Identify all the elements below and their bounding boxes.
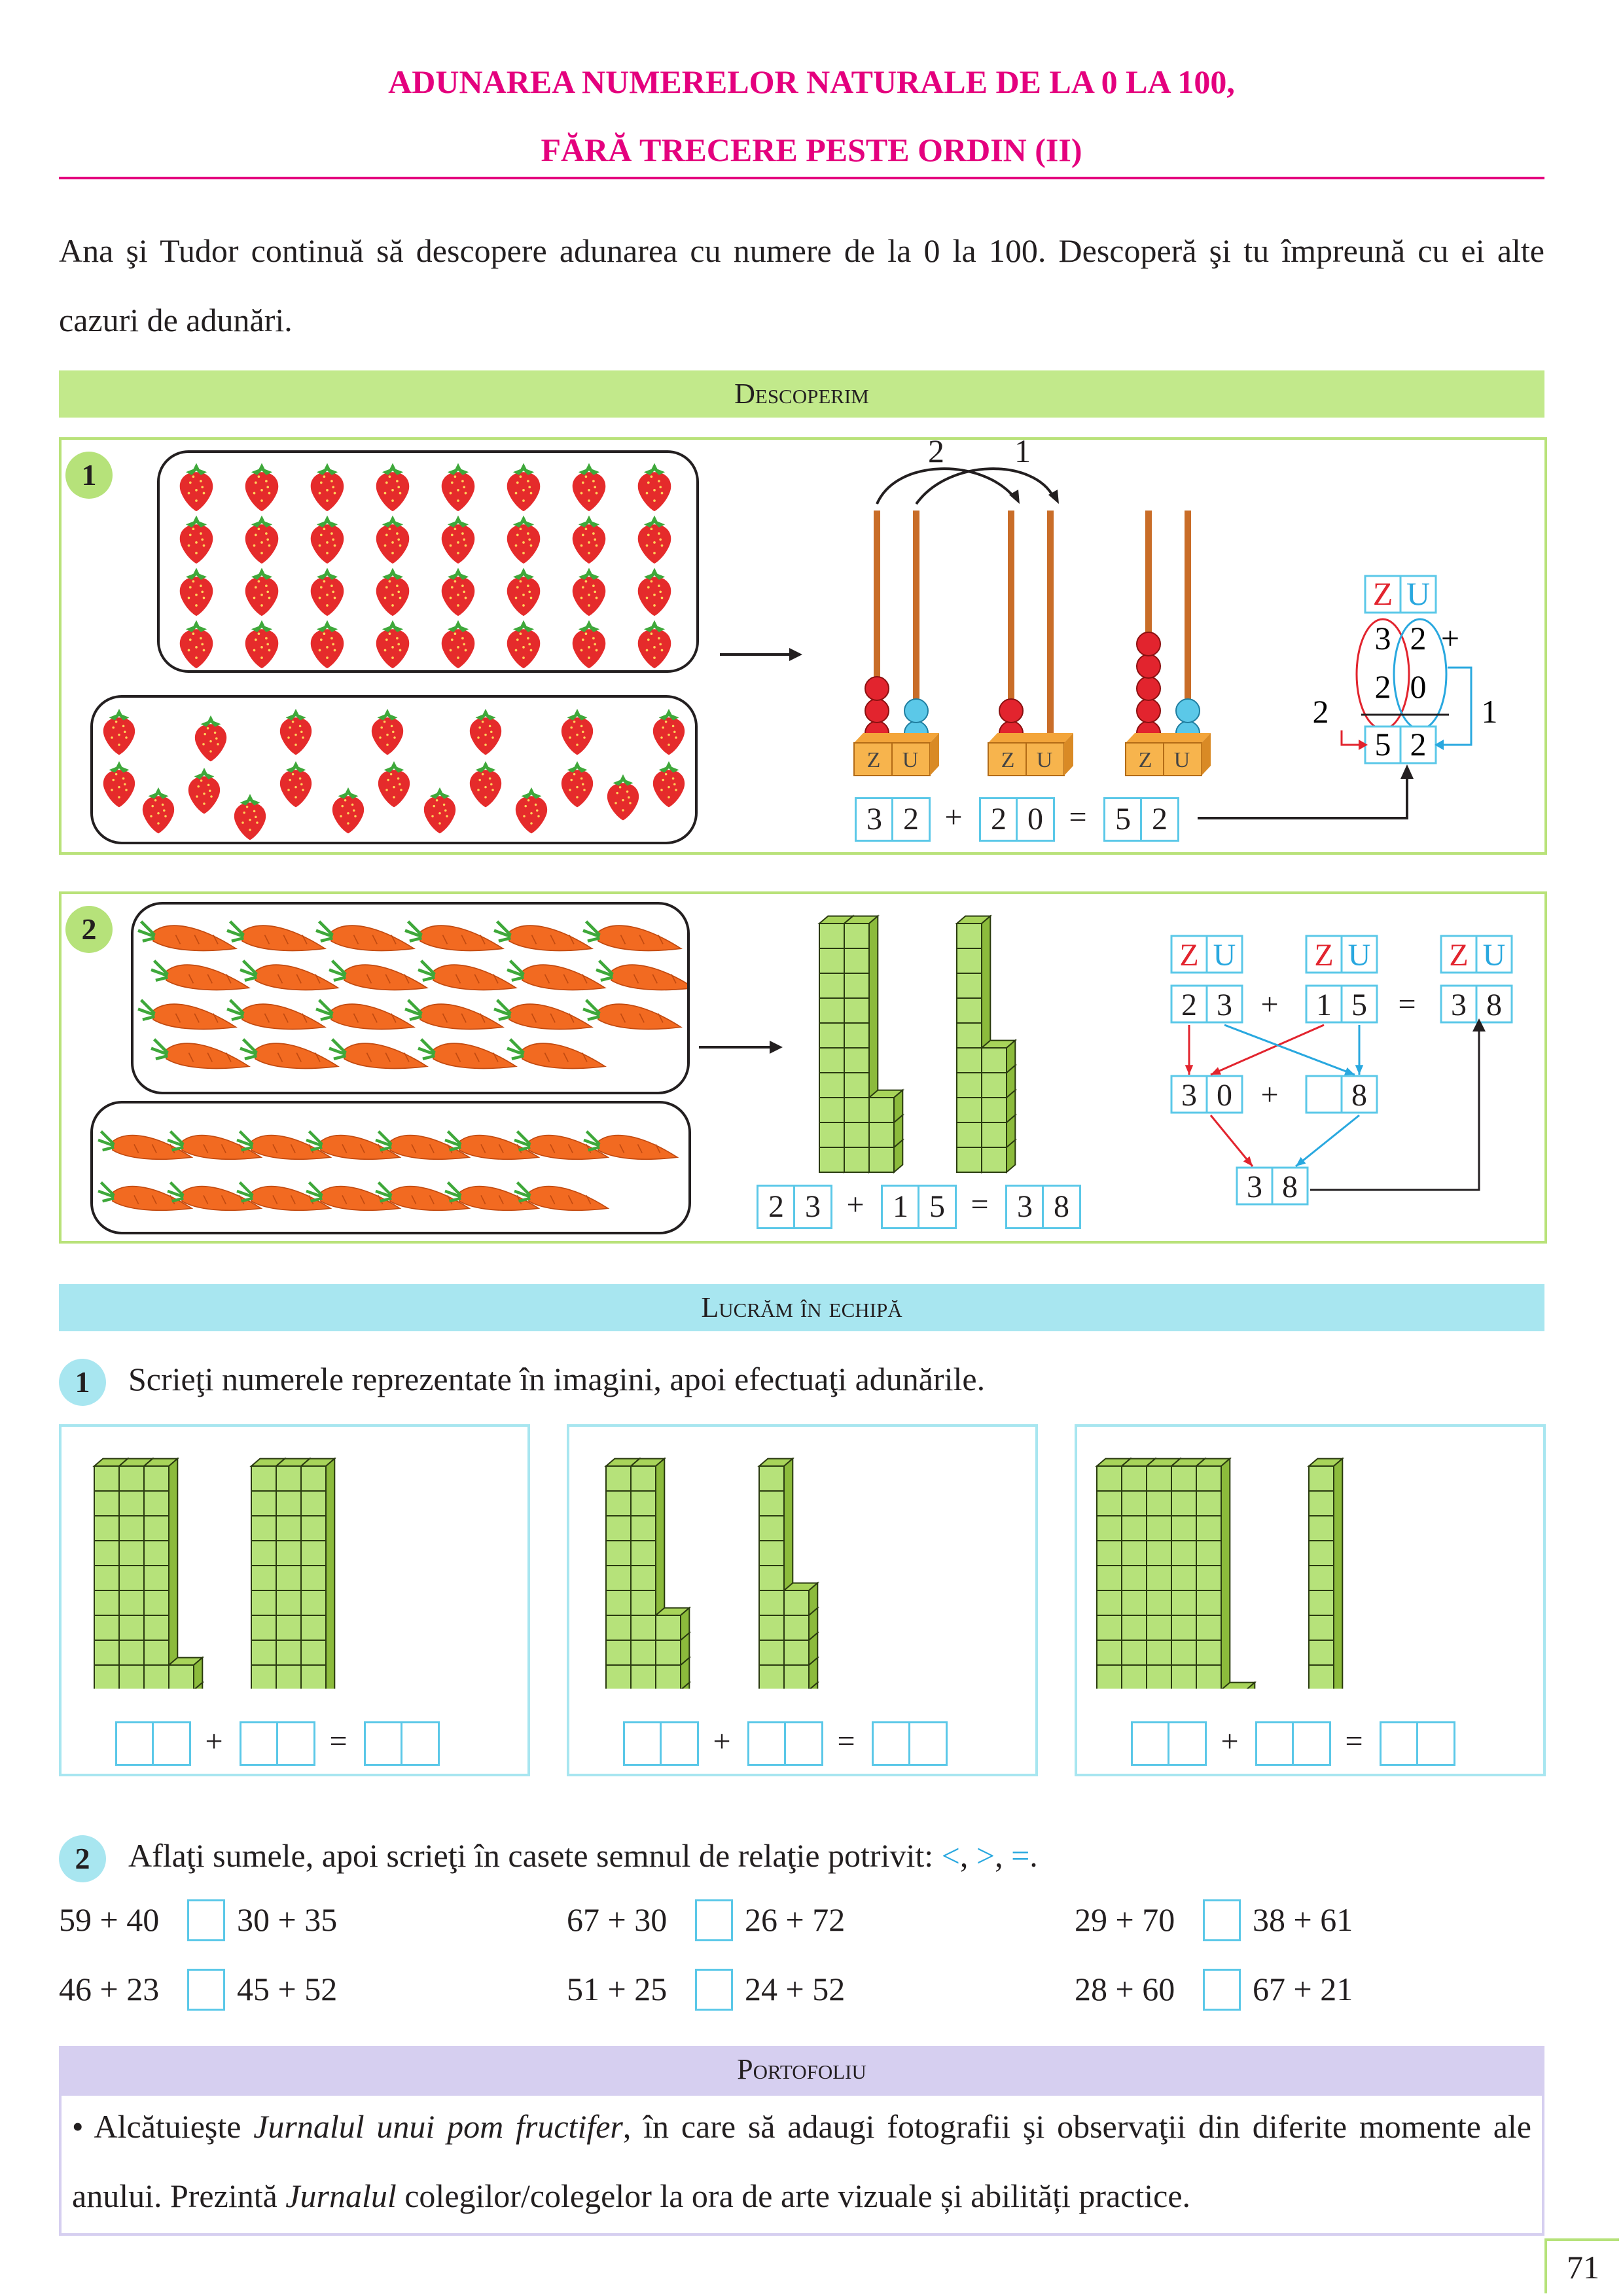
strawberry-icon xyxy=(180,463,213,512)
carrots-15 xyxy=(93,1103,688,1232)
strawberry-icon xyxy=(180,516,213,564)
strawberries-20 xyxy=(93,698,695,842)
addend2-digit: 1 xyxy=(881,1185,920,1229)
answer-digit-input[interactable] xyxy=(1255,1721,1294,1766)
comparison-left: 59 + 40 xyxy=(59,1901,160,1938)
strawberry-icon xyxy=(516,787,547,833)
strawberry-icon xyxy=(245,568,279,617)
scheme-digit: U xyxy=(1347,938,1371,973)
relation-sign-input[interactable] xyxy=(1203,1969,1241,2011)
strawberry-icon xyxy=(245,620,279,669)
carrot-icon xyxy=(227,1000,325,1030)
strawberry-icon xyxy=(372,709,403,755)
carrot-icon xyxy=(151,1039,249,1069)
answer-digit-input[interactable] xyxy=(152,1721,191,1766)
carrot-group-15 xyxy=(90,1101,691,1234)
strawberry-icon xyxy=(562,709,593,755)
sign-lt: < xyxy=(941,1837,960,1874)
carrot-icon xyxy=(98,1183,192,1211)
strawberry-icon xyxy=(424,787,455,833)
carrot-icon xyxy=(494,1000,592,1030)
carrot-icon xyxy=(405,1000,503,1030)
strawberry-icon xyxy=(245,516,279,564)
carrot-icon xyxy=(240,1039,338,1069)
carrot-icon xyxy=(507,961,605,990)
scheme-digit: 0 xyxy=(1217,1078,1232,1113)
addend2-digit: 2 xyxy=(979,797,1018,842)
strawberry-icon xyxy=(332,787,364,833)
strawberry-icon xyxy=(638,516,671,564)
carrot-icon xyxy=(329,961,427,990)
addend1-digit: 2 xyxy=(757,1185,796,1229)
carrot-icon xyxy=(138,922,236,951)
result-digit: 8 xyxy=(1042,1185,1081,1229)
decomposition-scheme xyxy=(1165,929,1531,1224)
portfolio-text: • Alcătuieşte Jurnalul unui pom fructifer, în care să adaugi fotografii şi observaţii din diferite momente ale anului. Prezintă Jurnalul colegilor/colegelor la ora de arte vizuale și abilități practice. xyxy=(72,2108,1531,2214)
abacus xyxy=(854,511,939,776)
carrot-icon xyxy=(316,1000,414,1030)
svg-text:U: U xyxy=(902,748,919,772)
strawberry-icon xyxy=(376,620,410,669)
ex1-badge: 1 xyxy=(65,452,113,499)
ex1-link-arrow xyxy=(1198,759,1420,831)
strawberry-icon xyxy=(507,568,541,617)
relation-sign-input[interactable] xyxy=(695,1899,733,1941)
task2-instruction: Aflaţi sumele, apoi scrieţi în casete semnul de relaţie potrivit: xyxy=(128,1837,934,1874)
base-ten-blocks-23-15 xyxy=(805,894,1054,1182)
comparison-right: 67 + 21 xyxy=(1253,1971,1353,2007)
strawberry-group-tens xyxy=(157,450,699,673)
scheme-digit: 5 xyxy=(1351,988,1367,1022)
scheme-digit: U xyxy=(1482,938,1506,973)
section-portfolio-band: Portofoliu xyxy=(59,2046,1544,2093)
strawberry-icon xyxy=(376,568,410,617)
plus-sign: + xyxy=(846,1187,865,1222)
relation-sign-input[interactable] xyxy=(187,1899,225,1941)
strawberry-icon xyxy=(470,709,501,755)
svg-text:2: 2 xyxy=(1410,620,1427,656)
carrot-icon xyxy=(138,1000,236,1030)
strawberry-icon xyxy=(562,761,593,807)
strawberry-icon xyxy=(653,709,685,755)
strawberry-icon xyxy=(280,761,312,807)
answer-digit-input[interactable] xyxy=(747,1721,787,1766)
answer-digit-input[interactable] xyxy=(364,1721,403,1766)
plus-sign: + xyxy=(205,1724,223,1759)
scheme-digit: 8 xyxy=(1486,988,1502,1022)
strawberry-icon xyxy=(470,761,501,807)
carrot-icon xyxy=(583,922,681,951)
equals-sign: = xyxy=(1069,800,1087,834)
strawberry-icon xyxy=(442,620,475,669)
strawberry-group-20 xyxy=(90,695,698,844)
relation-sign-input[interactable] xyxy=(1203,1899,1241,1941)
strawberry-icon xyxy=(507,516,541,564)
scheme-digit: U xyxy=(1213,938,1236,973)
carrot-icon xyxy=(151,961,249,990)
answer-digit-input[interactable] xyxy=(623,1721,662,1766)
comparison-left: 28 + 60 xyxy=(1075,1971,1175,2007)
strawberry-icon xyxy=(573,463,606,512)
svg-text:2: 2 xyxy=(1410,726,1427,762)
arc-label-1: 1 xyxy=(1014,433,1031,469)
svg-text:Z: Z xyxy=(1138,748,1152,772)
strawberry-icon xyxy=(376,516,410,564)
answer-digit-input[interactable] xyxy=(1131,1721,1170,1766)
answer-digit-input[interactable] xyxy=(872,1721,911,1766)
scheme-digit: Z xyxy=(1449,938,1469,973)
arc-label-2: 2 xyxy=(928,433,944,469)
strawberry-icon xyxy=(638,463,671,512)
scheme-digit: 3 xyxy=(1217,988,1232,1022)
strawberry-icon xyxy=(245,463,279,512)
carrot-group-23 xyxy=(131,902,690,1094)
ex2-badge: 2 xyxy=(65,906,113,953)
task2-badge: 2 xyxy=(59,1835,106,1882)
arrow-right-icon xyxy=(694,1034,785,1060)
strawberry-icon xyxy=(653,761,685,807)
answer-digit-input[interactable] xyxy=(1416,1721,1455,1766)
blocks-set-3 xyxy=(1077,1427,1543,1689)
result-digit: 3 xyxy=(1005,1185,1044,1229)
relation-sign-input[interactable] xyxy=(187,1969,225,2011)
abacus xyxy=(988,511,1073,776)
scheme-digit: 8 xyxy=(1282,1170,1298,1204)
addend1-digit: 3 xyxy=(855,797,894,842)
column-addition xyxy=(1302,569,1512,779)
svg-text:U: U xyxy=(1173,748,1190,772)
addend1-digit: 2 xyxy=(891,797,931,842)
strawberry-icon xyxy=(234,794,266,840)
section-discover-band: Descoperim xyxy=(59,370,1544,418)
strawberry-icon xyxy=(103,761,135,807)
comparison-right: 26 + 72 xyxy=(745,1901,846,1938)
answer-digit-input[interactable] xyxy=(1380,1721,1419,1766)
svg-text:0: 0 xyxy=(1410,668,1427,705)
carrot-icon xyxy=(596,961,687,990)
comparison-left: 29 + 70 xyxy=(1075,1901,1175,1938)
strawberry-icon xyxy=(311,516,344,564)
answer-digit-input[interactable] xyxy=(1168,1721,1207,1766)
blocks-set-1 xyxy=(62,1427,527,1689)
equals-sign: = xyxy=(1345,1724,1363,1759)
carrot-icon xyxy=(227,922,325,951)
unit-cube xyxy=(656,1608,689,1640)
svg-text:1: 1 xyxy=(1481,693,1498,730)
strawberry-icon xyxy=(376,463,410,512)
result-digit: 5 xyxy=(1103,797,1143,842)
strawberry-icon xyxy=(311,568,344,617)
scheme-digit: 3 xyxy=(1247,1170,1262,1204)
svg-text:2: 2 xyxy=(1374,668,1391,705)
unit-cube xyxy=(169,1658,202,1689)
scheme-operator: = xyxy=(1398,987,1416,1022)
svg-text:2: 2 xyxy=(1312,693,1329,730)
carrot-icon xyxy=(507,1039,605,1069)
carrot-icon xyxy=(240,961,338,990)
svg-text:+: + xyxy=(1440,620,1460,656)
strawberry-icon xyxy=(638,620,671,669)
answer-digit-input[interactable] xyxy=(908,1721,948,1766)
strawberry-icon xyxy=(311,463,344,512)
carrot-icon xyxy=(583,1000,681,1030)
scheme-digit: 1 xyxy=(1316,988,1332,1022)
strawberry-icon xyxy=(607,774,639,820)
scheme-operator: + xyxy=(1260,1077,1279,1112)
strawberry-icon xyxy=(442,568,475,617)
task1-badge: 1 xyxy=(59,1359,106,1406)
comparison-left: 46 + 23 xyxy=(59,1971,160,2007)
equals-sign: = xyxy=(837,1724,855,1759)
strawberry-icon xyxy=(507,620,541,669)
sign-gt: > xyxy=(976,1837,995,1874)
abacus-illustration xyxy=(838,432,1243,785)
strawberries-32 xyxy=(160,453,696,670)
abacus xyxy=(1126,511,1211,776)
strawberry-icon xyxy=(311,620,344,669)
equals-sign: = xyxy=(971,1187,989,1222)
scheme-digit: 8 xyxy=(1351,1078,1367,1113)
comparison-right: 45 + 52 xyxy=(237,1971,338,2007)
strawberry-icon xyxy=(573,620,606,669)
svg-text:Z: Z xyxy=(1001,748,1015,772)
strawberry-icon xyxy=(442,463,475,512)
addend2-digit: 5 xyxy=(918,1185,957,1229)
svg-text:3: 3 xyxy=(1374,620,1391,656)
svg-text:Z: Z xyxy=(866,748,881,772)
carrot-icon xyxy=(494,922,592,951)
scheme-operator: + xyxy=(1260,987,1279,1022)
strawberry-icon xyxy=(378,761,410,807)
section-team-band: Lucrăm în echipă xyxy=(59,1284,1544,1331)
intro-paragraph: Ana şi Tudor continuă să descopere adunarea cu numere de la 0 la 100. Descoperă şi tu împreună cu ei alte cazuri de adunări. xyxy=(59,232,1544,338)
carrot-icon xyxy=(418,1039,516,1069)
ten-rod xyxy=(1196,1459,1230,1689)
answer-digit-input[interactable] xyxy=(660,1721,699,1766)
title-line-1: ADUNAREA NUMERELOR NATURALE DE LA 0 LA 100, xyxy=(388,63,1235,100)
carrots-23 xyxy=(134,905,687,1092)
scheme-digit: 3 xyxy=(1181,1078,1197,1113)
ten-rod xyxy=(144,1459,177,1689)
task1-text: Scrieţi numerele reprezentate în imagini, apoi efectuaţi adunările. xyxy=(128,1361,986,1397)
answer-digit-input[interactable] xyxy=(240,1721,279,1766)
strawberry-icon xyxy=(143,787,174,833)
page-number: 71 xyxy=(1544,2238,1619,2293)
relation-sign-input[interactable] xyxy=(695,1969,733,2011)
unit-cube xyxy=(784,1583,817,1615)
strawberry-icon xyxy=(188,768,220,814)
plus-sign: + xyxy=(944,800,963,834)
carrot-icon xyxy=(329,1039,427,1069)
unit-cube xyxy=(869,1090,902,1122)
strawberry-icon xyxy=(280,709,312,755)
plus-sign: + xyxy=(713,1724,731,1759)
comparison-left: 67 + 30 xyxy=(567,1901,668,1938)
carrot-icon xyxy=(405,922,503,951)
carrot-icon xyxy=(98,1132,192,1160)
answer-digit-input[interactable] xyxy=(784,1721,823,1766)
arrow-right-icon xyxy=(713,641,805,668)
unit-cube xyxy=(982,1041,1015,1073)
ten-rod xyxy=(1309,1459,1342,1689)
task2-text: Aflaţi sumele, apoi scrieţi în casete semnul de relaţie potrivit: <, >, =. xyxy=(128,1837,1038,1874)
strawberry-icon xyxy=(195,715,226,761)
answer-digit-input[interactable] xyxy=(115,1721,154,1766)
strawberry-icon xyxy=(180,620,213,669)
comparison-right: 30 + 35 xyxy=(237,1901,338,1938)
answer-digit-input[interactable] xyxy=(1292,1721,1331,1766)
equals-sign: = xyxy=(329,1724,348,1759)
addend1-digit: 3 xyxy=(793,1185,832,1229)
sign-eq: = xyxy=(1011,1837,1030,1874)
scheme-digit: 2 xyxy=(1181,988,1197,1022)
carrot-icon xyxy=(418,961,516,990)
strawberry-icon xyxy=(180,568,213,617)
scheme-digit: Z xyxy=(1179,938,1199,973)
comparison-left: 51 + 25 xyxy=(567,1971,668,2007)
carrot-icon xyxy=(316,922,414,951)
strawberry-icon xyxy=(573,516,606,564)
svg-text:U: U xyxy=(1406,575,1431,612)
answer-digit-input[interactable] xyxy=(276,1721,315,1766)
result-digit: 2 xyxy=(1140,797,1179,842)
answer-digit-input[interactable] xyxy=(401,1721,440,1766)
title-rule xyxy=(59,177,1544,179)
strawberry-icon xyxy=(507,463,541,512)
strawberry-icon xyxy=(638,568,671,617)
strawberry-icon xyxy=(103,709,135,755)
strawberry-icon xyxy=(442,516,475,564)
plus-sign: + xyxy=(1221,1724,1239,1759)
title-line-2: FĂRĂ TRECERE PESTE ORDIN (II) xyxy=(541,132,1082,168)
svg-text:U: U xyxy=(1036,748,1053,772)
svg-text:5: 5 xyxy=(1374,726,1391,762)
ten-rod xyxy=(301,1459,334,1689)
addend2-digit: 0 xyxy=(1016,797,1055,842)
comparison-right: 38 + 61 xyxy=(1253,1901,1353,1938)
svg-text:Z: Z xyxy=(1372,575,1393,612)
scheme-digit: Z xyxy=(1314,938,1334,973)
scheme-digit: 3 xyxy=(1451,988,1467,1022)
strawberry-icon xyxy=(573,568,606,617)
blocks-set-2 xyxy=(569,1427,1035,1689)
comparison-right: 24 + 52 xyxy=(745,1971,846,2007)
